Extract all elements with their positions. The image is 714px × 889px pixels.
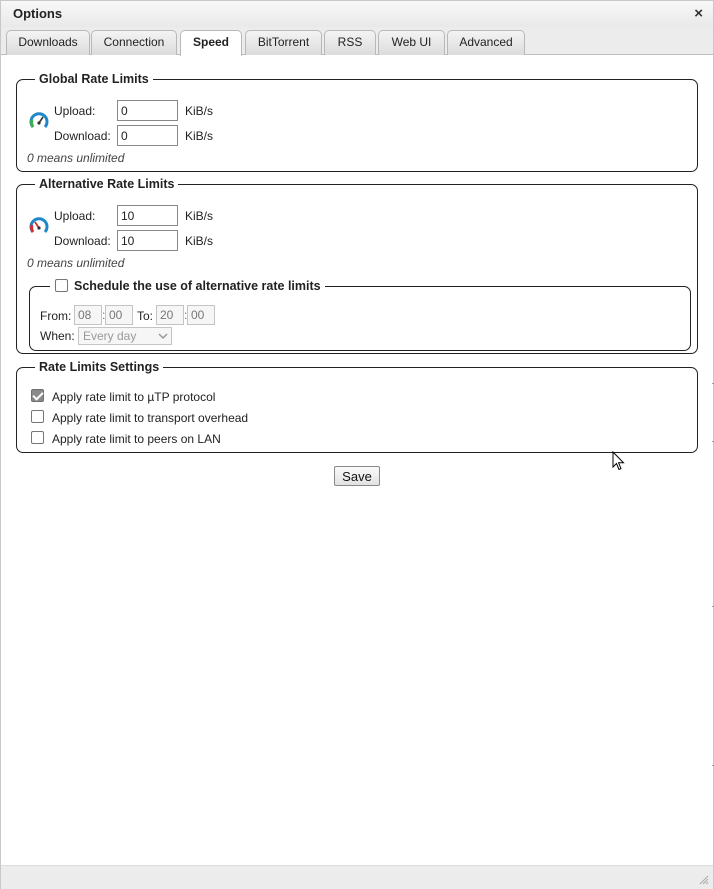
close-icon[interactable]: × — [694, 5, 703, 22]
alternative-rate-limits-legend: Alternative Rate Limits — [39, 177, 175, 191]
resize-grip-icon[interactable] — [699, 875, 709, 885]
overhead-limit-label: Apply rate limit to transport overhead — [52, 411, 249, 425]
from-label: From: — [40, 309, 72, 323]
tab-web-ui[interactable]: Web UI — [378, 30, 445, 55]
alt-upload-unit: KiB/s — [185, 209, 214, 223]
when-select[interactable] — [78, 327, 172, 345]
global-upload-label: Upload: — [54, 104, 96, 118]
global-download-label: Download: — [54, 129, 111, 143]
alt-download-input[interactable] — [117, 230, 178, 251]
alt-unlimited-hint: 0 means unlimited — [27, 256, 125, 270]
alt-download-unit: KiB/s — [185, 234, 214, 248]
global-rate-limits-legend: Global Rate Limits — [39, 72, 149, 86]
to-label: To: — [137, 309, 154, 323]
alt-upload-input[interactable] — [117, 205, 178, 226]
save-button[interactable]: Save — [334, 466, 380, 486]
title-bar[interactable] — [1, 1, 713, 27]
lan-limit-label: Apply rate limit to peers on LAN — [52, 432, 221, 446]
window-title: Options — [13, 6, 63, 21]
tab-speed[interactable]: Speed — [180, 30, 242, 56]
status-bar — [1, 865, 713, 889]
tab-bar — [1, 27, 713, 55]
from-hour-input[interactable] — [74, 305, 102, 325]
from-time-separator: : — [102, 308, 106, 322]
global-upload-unit: KiB/s — [185, 104, 214, 118]
schedule-label: Schedule the use of alternative rate limits — [74, 279, 321, 293]
rate-limits-settings-legend: Rate Limits Settings — [39, 360, 160, 374]
global-download-unit: KiB/s — [185, 129, 214, 143]
alt-upload-label: Upload: — [54, 209, 96, 223]
speedometer-icon — [29, 111, 49, 131]
alt-download-label: Download: — [54, 234, 111, 248]
global-unlimited-hint: 0 means unlimited — [27, 151, 125, 165]
to-minute-input[interactable] — [187, 305, 215, 325]
chevron-down-icon — [158, 332, 168, 340]
to-hour-input[interactable] — [156, 305, 184, 325]
tab-advanced[interactable]: Advanced — [447, 30, 525, 55]
when-label: When: — [40, 329, 75, 343]
global-download-input[interactable] — [117, 125, 178, 146]
utp-limit-label: Apply rate limit to µTP protocol — [52, 390, 216, 404]
tab-bittorrent[interactable]: BitTorrent — [245, 30, 322, 55]
schedule-checkbox[interactable] — [55, 279, 68, 292]
mouse-cursor-icon — [612, 451, 626, 471]
lan-limit-checkbox[interactable] — [31, 431, 44, 444]
overhead-limit-checkbox[interactable] — [31, 410, 44, 423]
to-time-separator: : — [184, 308, 188, 322]
when-select-value: Every day — [83, 329, 137, 343]
slow-speedometer-icon — [29, 216, 49, 236]
tab-downloads[interactable]: Downloads — [6, 30, 90, 55]
tab-rss[interactable]: RSS — [324, 30, 376, 55]
tab-connection[interactable]: Connection — [91, 30, 177, 55]
from-minute-input[interactable] — [105, 305, 133, 325]
global-upload-input[interactable] — [117, 100, 178, 121]
schedule-legend — [50, 279, 325, 293]
utp-limit-checkbox[interactable] — [31, 389, 44, 402]
